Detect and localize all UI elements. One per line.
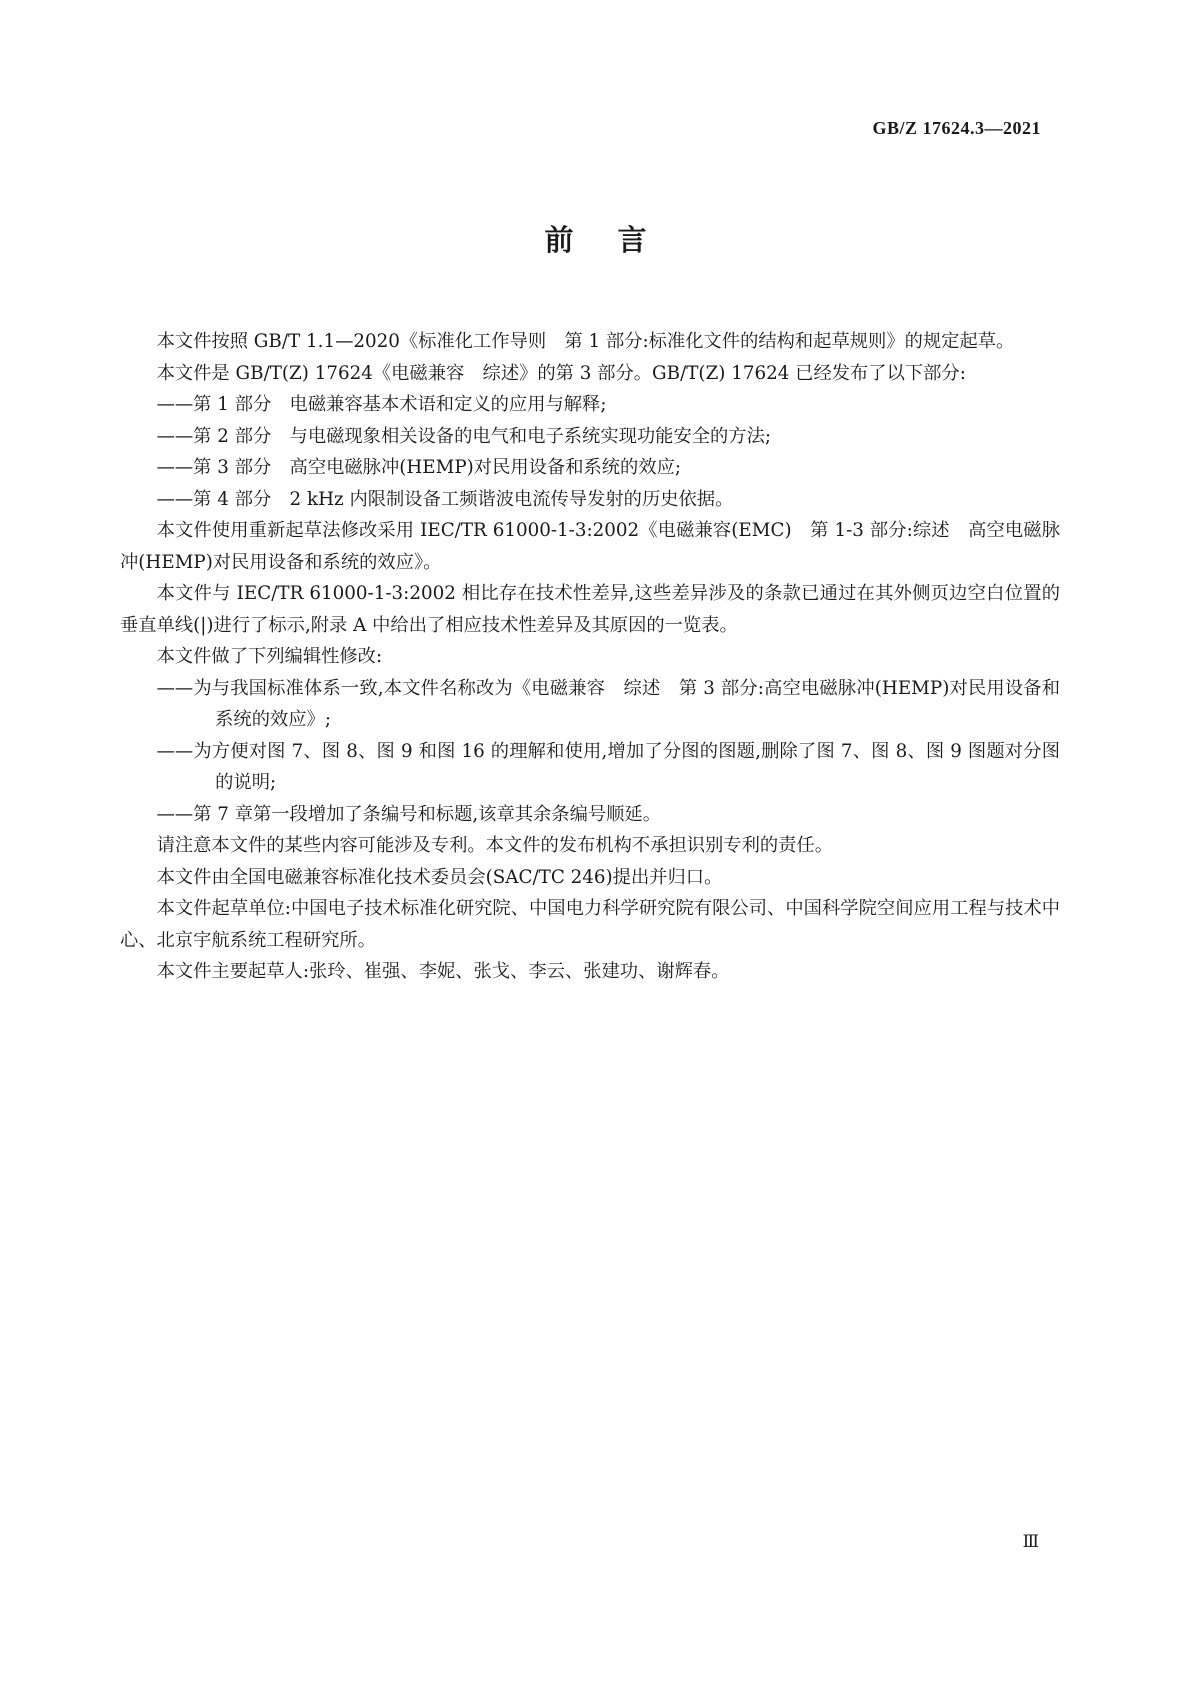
list-item-change: ——为方便对图 7、图 8、图 9 和图 16 的理解和使用,增加了分图的图题,删除了图 7、图 8、图 9 图题对分图的说明; xyxy=(156,740,1060,793)
paragraph-drafting-rules: 本文件按照 GB/T 1.1—2020《标准化工作导则 第 1 部分:标准化文件的结构和起草规则》的规定起草。 xyxy=(156,331,1015,352)
paragraph-editorial-changes: 本文件做了下列编辑性修改: xyxy=(156,646,383,667)
paragraph-adoption: 本文件使用重新起草法修改采用 IEC/TR 61000-1-3:2002《电磁兼容(EMC) 第 1-3 部分:综述 高空电磁脉冲(HEMP)对民用设备和系统的效应》。 xyxy=(120,520,1060,573)
paragraph-technical-differences: 本文件与 IEC/TR 61000-1-3:2002 相比存在技术性差异,这些差异涉及的条款已通过在其外侧页边空白位置的垂直单线(|)进行了标示,附录 A 中给出了相应技术性差异及其原因的一览表。 xyxy=(120,583,1060,636)
list-item-change: ——为与我国标准体系一致,本文件名称改为《电磁兼容 综述 第 3 部分:高空电磁脉冲(HEMP)对民用设备和系统的效应》; xyxy=(156,677,1060,730)
paragraph-drafters: 本文件主要起草人:张玲、崔强、李妮、张戈、李云、张建功、谢辉春。 xyxy=(156,961,730,982)
paragraph-drafting-units: 本文件起草单位:中国电子技术标准化研究院、中国电力科学研究院有限公司、中国科学院空间应用工程与技术中心、北京宇航系统工程研究所。 xyxy=(120,898,1060,951)
page-title: 前言 xyxy=(544,223,691,257)
paragraph-series-parts: 本文件是 GB/T(Z) 17624《电磁兼容 综述》的第 3 部分。GB/T(Z) 17624 已经发布了以下部分: xyxy=(156,362,966,384)
list-item-part: ——第 2 部分 与电磁现象相关设备的电气和电子系统实现功能安全的方法; xyxy=(156,425,772,447)
paragraph-patent-notice: 请注意本文件的某些内容可能涉及专利。本文件的发布机构不承担识别专利的责任。 xyxy=(156,835,833,856)
list-item-change: ——第 7 章第一段增加了条编号和标题,该章其余条编号顺延。 xyxy=(156,803,661,825)
list-item-part: ——第 4 部分 2 kHz 内限制设备工频谐波电流传导发射的历史依据。 xyxy=(156,488,734,510)
paragraph-proposer: 本文件由全国电磁兼容标准化技术委员会(SAC/TC 246)提出并归口。 xyxy=(156,866,723,888)
document-code: GB/Z 17624.3—2021 xyxy=(872,118,1041,138)
foreword-body xyxy=(120,326,1060,988)
page-number: Ⅲ xyxy=(1022,1532,1039,1551)
list-item-part: ——第 1 部分 电磁兼容基本术语和定义的应用与解释; xyxy=(156,394,607,415)
list-item-part: ——第 3 部分 高空电磁脉冲(HEMP)对民用设备和系统的效应; xyxy=(156,457,682,478)
